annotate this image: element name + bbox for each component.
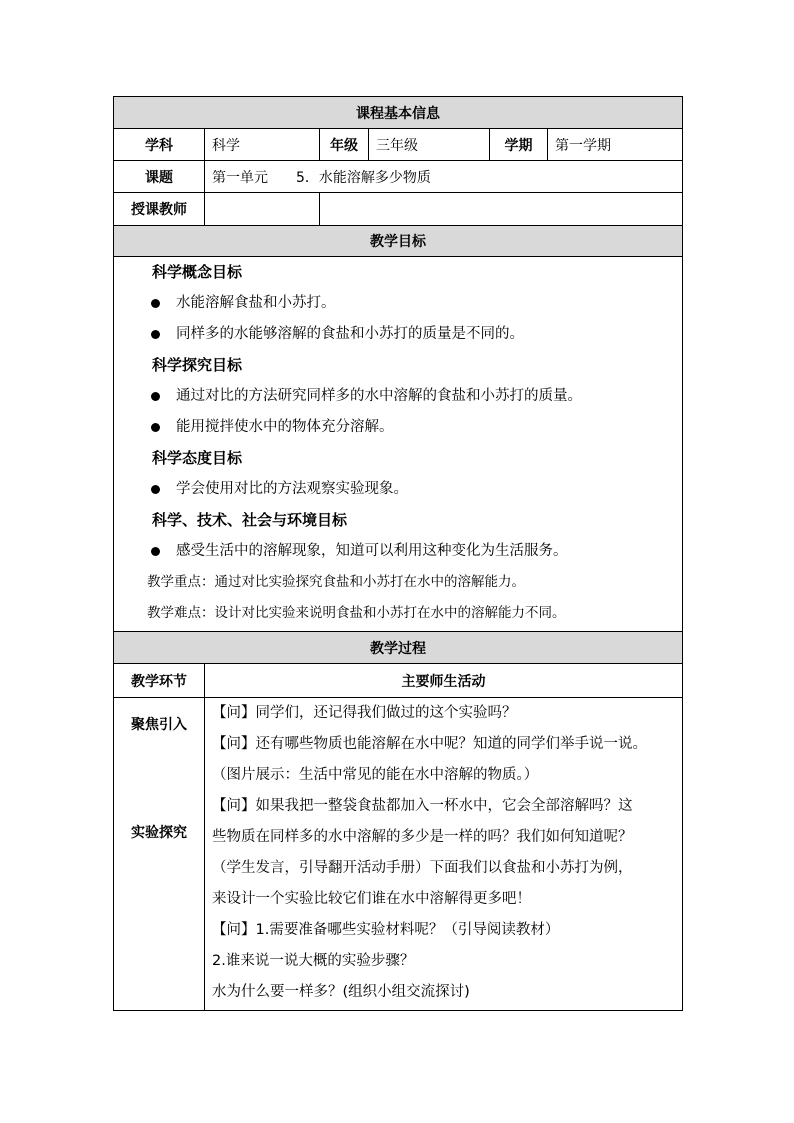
lesson-plan-table <box>113 96 683 1011</box>
topic-label: 课题 <box>114 161 205 193</box>
bullet-icon <box>151 299 160 308</box>
activity-line: （学生发言，引导翻开活动手册）下面我们以食盐和小苏打为例， <box>212 860 633 876</box>
bullet-icon <box>151 330 160 339</box>
attitude-goal-heading: 科学态度目标 <box>152 449 243 467</box>
inquiry-goal-heading: 科学探究目标 <box>152 356 243 374</box>
activity-column-header: 主要师生活动 <box>205 664 683 698</box>
stage-cell <box>114 698 205 1011</box>
concept-goal-item: 同样多的水能够溶解的食盐和小苏打的质量是不同的。 <box>114 319 682 350</box>
activity-line: 水为什么要一样多？(组织小组交流探讨) <box>212 984 470 1000</box>
teacher-label: 授课教师 <box>114 193 205 226</box>
teacher-extra-cell <box>320 193 683 226</box>
activity-cell <box>205 698 683 1011</box>
activity-line: 些物质在同样多的水中溶解的多少是一样的吗？我们如何知道呢？ <box>212 829 633 845</box>
bullet-icon <box>151 485 160 494</box>
attitude-goal-item: 学会使用对比的方法观察实验现象。 <box>114 474 682 505</box>
activity-line: （图片展示：生活中常见的能在水中溶解的物质。） <box>212 767 539 783</box>
sts-goal-item: 感受生活中的溶解现象，知道可以利用这种变化为生活服务。 <box>114 536 682 567</box>
subject-label: 学科 <box>114 129 205 161</box>
stage-column-header: 教学环节 <box>114 664 205 698</box>
concept-goal-item: 水能溶解食盐和小苏打。 <box>114 288 682 319</box>
key-point: 教学重点：通过对比实验探究食盐和小苏打在水中的溶解能力。 <box>147 574 525 590</box>
activity-line: 2.谁来说一说大概的实验步骤？ <box>212 953 415 969</box>
bullet-icon <box>151 392 160 401</box>
goals-header: 教学目标 <box>114 226 683 257</box>
concept-goal-heading: 科学概念目标 <box>152 263 243 281</box>
activity-line: 来设计一个实验比较它们谁在水中溶解得更多吧！ <box>212 891 531 907</box>
difficulty-point: 教学难点：设计对比实验来说明食盐和小苏打在水中的溶解能力不同。 <box>147 605 566 621</box>
stage-focus-intro: 聚焦引入 <box>131 717 187 733</box>
subject-value: 科学 <box>205 129 320 161</box>
grade-label: 年级 <box>320 129 369 161</box>
topic-value: 第一单元 5．水能溶解多少物质 <box>205 161 683 193</box>
term-label: 学期 <box>490 129 548 161</box>
stage-experiment: 实验探究 <box>131 825 187 841</box>
process-header: 教学过程 <box>114 632 683 664</box>
inquiry-goal-item: 能用搅拌使水中的物体充分溶解。 <box>114 412 682 443</box>
bullet-icon <box>151 547 160 556</box>
activity-line: 【问】同学们，还记得我们做过的这个实验吗？ <box>212 705 517 721</box>
activity-line: 【问】1.需要准备哪些实验材料呢？（引导阅读教材） <box>212 922 560 938</box>
sts-goal-heading: 科学、技术、社会与环境目标 <box>152 511 348 529</box>
inquiry-goal-item: 通过对比的方法研究同样多的水中溶解的食盐和小苏打的质量。 <box>114 381 682 412</box>
term-value: 第一学期 <box>548 129 683 161</box>
teacher-value <box>205 193 320 226</box>
goals-body <box>114 257 683 632</box>
activity-line: 【问】还有哪些物质也能溶解在水中呢？知道的同学们举手说一说。 <box>212 736 647 752</box>
bullet-icon <box>151 423 160 432</box>
grade-value: 三年级 <box>369 129 490 161</box>
course-info-header: 课程基本信息 <box>114 97 683 129</box>
activity-line: 【问】如果我把一整袋食盐都加入一杯水中，它会全部溶解吗？这 <box>212 798 633 814</box>
